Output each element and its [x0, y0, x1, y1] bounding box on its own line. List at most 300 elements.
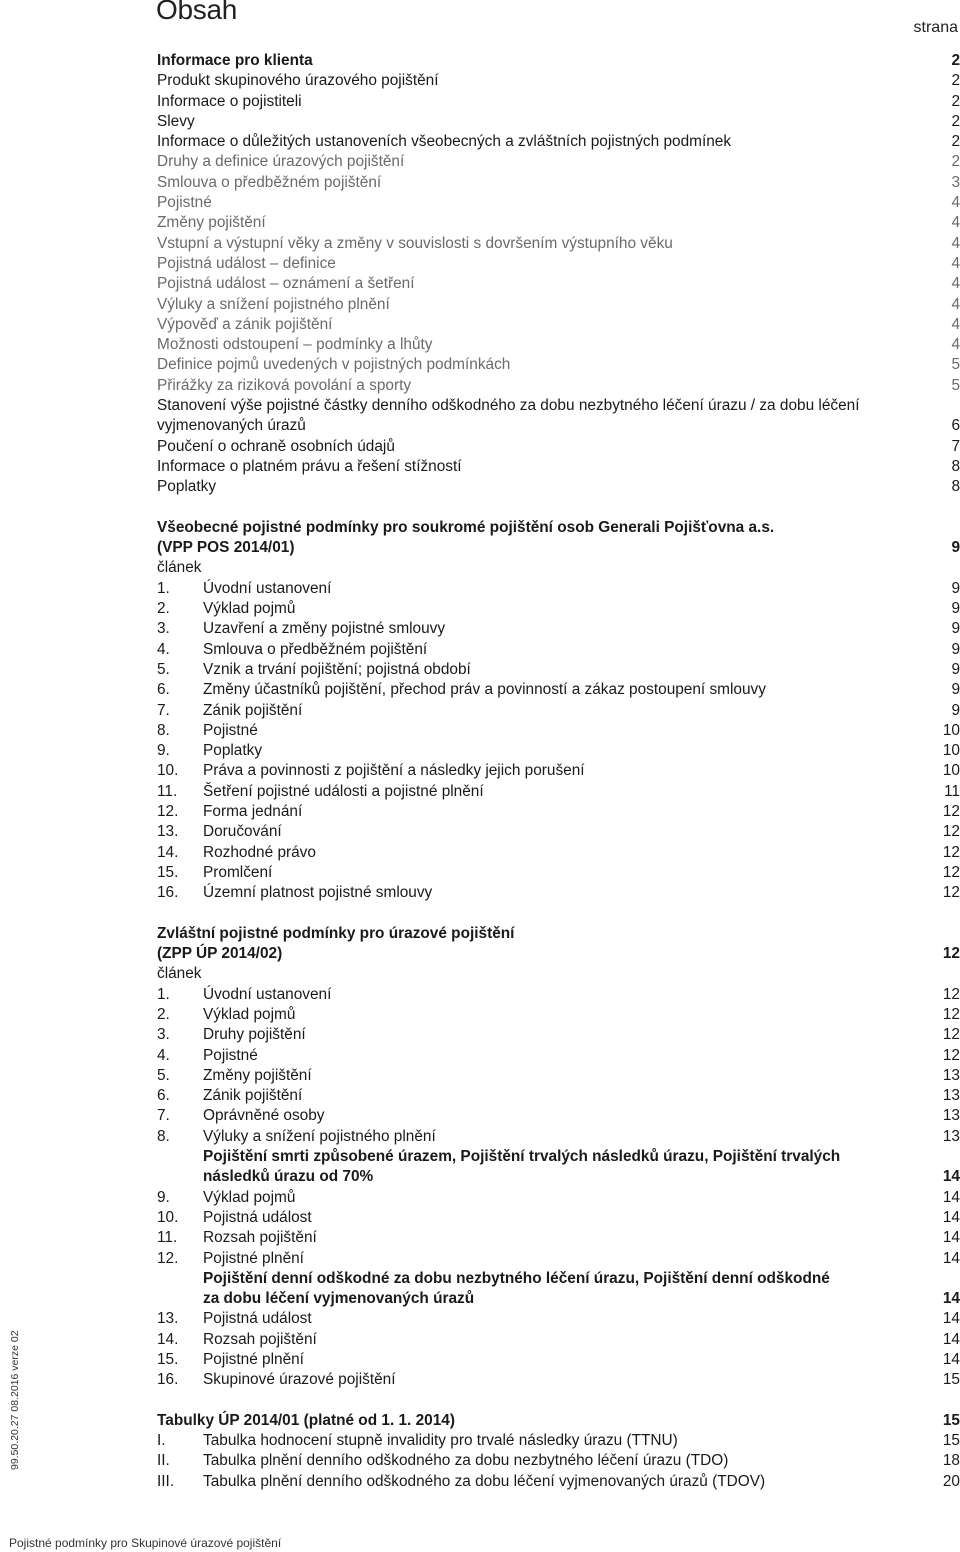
toc-entry-page: 14: [942, 1229, 960, 1247]
toc-entry-text: Úvodní ustanovení: [203, 985, 332, 1003]
toc-entry[interactable]: [157, 274, 960, 294]
page-column-label: strana: [913, 19, 958, 36]
toc-entry[interactable]: [157, 51, 960, 71]
toc-entry-text: Rozhodné právo: [203, 843, 316, 861]
toc-entry-number: 5.: [157, 1066, 170, 1084]
toc-entry-page: 14: [942, 1351, 960, 1368]
toc-entry-page: 12: [942, 884, 960, 902]
toc-entry-number: 11.: [157, 1229, 178, 1247]
toc-entry-page: 13: [942, 1066, 960, 1084]
toc-entry-page: 13: [942, 1107, 960, 1125]
toc-entry-number: 7.: [157, 701, 170, 719]
toc-entry-page: 5: [951, 356, 960, 374]
toc-entry-number: 9.: [157, 742, 170, 760]
toc-entry[interactable]: [157, 680, 960, 700]
toc-entry-text: Informace o platném právu a řešení stížností: [157, 457, 462, 475]
toc-entry-text: následků úrazu od 70%: [203, 1168, 374, 1186]
toc-entry-text: Informace o pojistiteli: [157, 92, 302, 110]
toc-entry-title: [157, 376, 938, 396]
toc-entry-page: 12: [942, 1046, 960, 1064]
toc-entry-text: Doručování: [203, 823, 282, 841]
toc-entry-title: [157, 254, 938, 274]
toc-entry-text: Všeobecné pojistné podmínky pro soukromé pojištění osob Generali Pojišťovna a.s.: [157, 518, 775, 536]
toc-entry-text: Rozsah pojištění: [203, 1229, 317, 1247]
toc-entry-page: 14: [942, 1330, 960, 1348]
toc-entry[interactable]: [157, 822, 960, 842]
toc-entry[interactable]: [157, 619, 960, 639]
toc-entry-page: 12: [942, 945, 960, 963]
toc-entry-number: 12.: [157, 1249, 179, 1267]
toc-entry-title: [157, 234, 938, 254]
toc-entry[interactable]: [157, 355, 960, 375]
toc-entry-text: Pojištění smrti způsobené úrazem, Pojištění trvalých následků úrazu, Pojištění trvalých: [203, 1148, 841, 1166]
toc-entry[interactable]: [157, 1127, 960, 1147]
toc-entry-page: 4: [951, 315, 960, 333]
toc-entry[interactable]: [157, 71, 960, 91]
toc-entry-title: [157, 518, 938, 538]
toc-entry[interactable]: [157, 315, 960, 335]
toc-entry-title: [157, 274, 938, 294]
toc-entry-page: 12: [942, 843, 960, 861]
toc-entry[interactable]: [157, 1188, 960, 1208]
toc-entry[interactable]: [157, 254, 960, 274]
toc-entry[interactable]: [157, 193, 960, 213]
toc-entry-number: 4.: [157, 1046, 170, 1064]
toc-entry-title: [157, 1431, 938, 1451]
toc-entry[interactable]: [157, 843, 960, 863]
toc-entry-text: Úvodní ustanovení: [203, 579, 332, 597]
toc-entry[interactable]: [157, 295, 960, 315]
toc-entry[interactable]: [157, 558, 960, 578]
toc-entry-title: [157, 132, 938, 152]
toc-entry[interactable]: [157, 518, 960, 538]
toc-entry-text: Přirážky za riziková povolání a sporty: [157, 376, 412, 394]
toc-entry-title: [157, 883, 938, 903]
toc-entry-text: Práva a povinnosti z pojištění a následky jejich porušení: [203, 762, 585, 780]
toc-entry-page: 9: [951, 539, 960, 557]
toc-entry-title: [157, 1106, 938, 1126]
toc-entry[interactable]: [157, 1025, 960, 1045]
toc-entry-number: 14.: [157, 1330, 179, 1348]
toc-entry[interactable]: [157, 640, 960, 660]
toc-entry-text: Zvláštní pojistné podmínky pro úrazové pojištění: [157, 924, 515, 942]
toc-entry-page: 9: [951, 701, 960, 719]
toc-entry-text: Změny účastníků pojištění, přechod práv a povinností a zákaz postoupení smlouvy: [203, 681, 766, 699]
toc-entry-title: [157, 1472, 938, 1492]
toc-entry[interactable]: [157, 863, 960, 883]
toc-entry-page: 5: [951, 376, 960, 394]
toc-entry[interactable]: [157, 599, 960, 619]
toc-entry[interactable]: [157, 782, 960, 802]
toc-entry-page: 9: [951, 681, 960, 699]
toc-entry-page: 14: [942, 1188, 960, 1206]
toc-entry-title: [157, 701, 938, 721]
toc-entry-text: Slevy: [157, 112, 195, 130]
page-title: Obsah: [156, 0, 237, 25]
toc-entry-text: Poučení o ochraně osobních údajů: [157, 437, 395, 455]
toc-entry-title: [157, 579, 938, 599]
toc-entry-title: [157, 721, 938, 741]
toc-entry[interactable]: [157, 1086, 960, 1106]
toc-entry-page: 4: [951, 275, 960, 293]
toc-entry[interactable]: [157, 721, 960, 741]
toc-entry-text: Rozsah pojištění: [203, 1330, 317, 1348]
toc-entry-page: 13: [942, 1087, 960, 1105]
toc-entry-text: Produkt skupinového úrazového pojištění: [157, 72, 439, 90]
toc-entry[interactable]: [157, 1208, 960, 1228]
toc-entry[interactable]: [157, 1370, 960, 1390]
toc-entry[interactable]: [157, 112, 960, 132]
toc-entry-number: 15.: [157, 863, 179, 881]
toc-entry-title: [157, 193, 938, 213]
toc-entry-text: Informace pro klienta: [157, 52, 313, 69]
toc-entry-title: [157, 1046, 938, 1066]
toc-entry-page: 13: [942, 1127, 960, 1145]
toc-entry-text: Poplatky: [157, 478, 217, 496]
toc-entry-text: (ZPP ÚP 2014/02): [157, 945, 283, 963]
toc-entry-page: 2: [951, 92, 960, 110]
toc-entry-text: Pojistná událost – definice: [157, 254, 336, 272]
toc-entry-number: 11.: [157, 782, 178, 800]
toc-entry-title: [157, 477, 938, 497]
toc-entry-title: [157, 71, 938, 91]
toc-entry-page: 7: [951, 437, 960, 455]
toc-entry[interactable]: [157, 964, 960, 984]
toc-entry[interactable]: [157, 924, 960, 944]
toc-entry[interactable]: [157, 477, 960, 497]
toc-entry[interactable]: [157, 1309, 960, 1329]
toc-entry-title: [157, 843, 938, 863]
toc-entry-text: za dobu léčení vyjmenovaných úrazů: [203, 1290, 475, 1308]
toc-entry-title: [157, 964, 938, 984]
toc-entry-page: 12: [942, 1005, 960, 1023]
toc-entry[interactable]: [157, 416, 960, 436]
toc-entry[interactable]: [157, 457, 960, 477]
toc-entry-page: 9: [951, 640, 960, 658]
toc-entry[interactable]: [157, 376, 960, 396]
toc-entry-title: [157, 152, 938, 172]
section-gap: [157, 1391, 960, 1411]
toc-entry-page: 15: [942, 1432, 960, 1450]
toc-entry-title: [157, 924, 938, 944]
toc-entry-page: 10: [942, 721, 960, 739]
toc-entry[interactable]: [157, 1167, 960, 1187]
toc-entry-text: Tabulky ÚP 2014/01 (platné od 1. 1. 2014): [157, 1411, 455, 1429]
toc-entry-number: 6.: [157, 1087, 170, 1105]
toc-entry-title: [157, 1208, 938, 1228]
toc-section: [157, 1411, 960, 1492]
toc-entry-text: Změny pojištění: [203, 1066, 312, 1084]
toc-entry[interactable]: [157, 579, 960, 599]
page-footer: Pojistné podmínky pro Skupinové úrazové pojištění: [9, 1536, 282, 1550]
toc-entry-text: Pojistné plnění: [203, 1351, 304, 1368]
toc-entry[interactable]: [157, 1046, 960, 1066]
toc-entry-page: 15: [942, 1371, 960, 1389]
toc-entry[interactable]: [157, 1411, 960, 1431]
toc-entry-page: 18: [942, 1452, 960, 1470]
toc-entry-text: Pojistná událost: [203, 1208, 312, 1226]
toc-entry-page: 4: [951, 336, 960, 354]
toc-entry[interactable]: [157, 234, 960, 254]
toc-entry-text: Tabulka plnění denního odškodného za dobu léčení vyjmenovaných úrazů (TDOV): [203, 1472, 766, 1490]
toc-entry[interactable]: [157, 1066, 960, 1086]
toc-entry[interactable]: [157, 1431, 960, 1451]
toc-section: [157, 924, 960, 1391]
toc-entry-number: 13.: [157, 823, 179, 841]
toc-entry[interactable]: [157, 802, 960, 822]
toc-entry[interactable]: [157, 538, 960, 558]
toc-entry[interactable]: [157, 883, 960, 903]
toc-entry-text: Promlčení: [203, 863, 273, 881]
toc-entry-page: 3: [951, 173, 960, 191]
toc-entry-title: [157, 538, 938, 558]
toc-entry-title: [157, 51, 938, 71]
toc-entry-title: [203, 1167, 938, 1187]
toc-entry-number: 16.: [157, 884, 179, 902]
toc-entry-page: 14: [942, 1290, 960, 1308]
toc-entry-number: 9.: [157, 1188, 170, 1206]
toc-entry-page: 12: [942, 802, 960, 820]
toc-entry-page: 20: [942, 1472, 960, 1490]
toc-entry-text: Změny pojištění: [157, 214, 266, 232]
toc-entry-number: 10.: [157, 762, 179, 780]
toc-entry[interactable]: [157, 1106, 960, 1126]
toc-entry-title: [157, 863, 938, 883]
toc-entry-text: Výklad pojmů: [203, 1188, 296, 1206]
toc-entry-text: Tabulka plnění denního odškodného za dobu nezbytného léčení úrazu (TDO): [203, 1452, 729, 1470]
toc-entry-page: 8: [951, 457, 960, 475]
toc-entry-title: [157, 619, 938, 639]
toc-entry-number: 3.: [157, 620, 170, 638]
toc-entry-text: Pojistné: [157, 194, 212, 212]
toc-entry-page: 4: [951, 254, 960, 272]
toc-entry-title: [157, 944, 938, 964]
toc-entry-title: [157, 680, 938, 700]
toc-entry-page: 9: [951, 579, 960, 597]
section-gap: [157, 903, 960, 923]
toc-entry-title: [157, 315, 938, 335]
toc-entry-page: 6: [951, 417, 960, 435]
toc-entry-title: [157, 396, 938, 416]
toc-entry[interactable]: [157, 396, 960, 416]
toc-entry-title: [157, 1350, 938, 1370]
toc-entry-title: [157, 1127, 938, 1147]
toc-entry-title: [157, 1370, 938, 1390]
toc-entry-page: 9: [951, 620, 960, 638]
toc-entry-number: I.: [157, 1432, 166, 1450]
toc-entry-text: Pojistné: [203, 721, 258, 739]
toc-entry[interactable]: [157, 92, 960, 112]
toc-entry-number: 1.: [157, 579, 170, 597]
toc-entry-text: Pojistné: [203, 1046, 258, 1064]
toc-entry[interactable]: [157, 1249, 960, 1269]
toc-entry-number: 7.: [157, 1107, 170, 1125]
table-of-contents: [157, 51, 960, 1492]
toc-entry[interactable]: [157, 437, 960, 457]
toc-entry-title: [157, 416, 938, 436]
toc-entry-title: [157, 599, 938, 619]
toc-entry[interactable]: [157, 1330, 960, 1350]
toc-entry-text: Smlouva o předběžném pojištění: [157, 173, 382, 191]
toc-entry-text: Smlouva o předběžném pojištění: [203, 640, 428, 658]
toc-entry-number: III.: [157, 1472, 175, 1490]
toc-entry-title: [157, 1309, 938, 1329]
toc-entry[interactable]: [157, 1350, 960, 1370]
toc-entry[interactable]: [157, 1228, 960, 1248]
toc-entry-text: Informace o důležitých ustanoveních všeobecných a zvláštních pojistných podmínek: [157, 133, 732, 151]
toc-entry-text: Druhy pojištění: [203, 1026, 306, 1044]
toc-entry-text: (VPP POS 2014/01): [157, 539, 295, 557]
toc-entry-title: [157, 437, 938, 457]
toc-entry-page: 2: [951, 133, 960, 151]
toc-entry-number: 8.: [157, 721, 170, 739]
toc-entry[interactable]: [157, 701, 960, 721]
toc-entry-number: 1.: [157, 985, 170, 1003]
toc-entry-page: 12: [942, 863, 960, 881]
toc-entry-page: 2: [951, 153, 960, 171]
toc-entry-title: [157, 985, 938, 1005]
toc-entry-title: [157, 457, 938, 477]
toc-entry-text: článek: [157, 559, 202, 577]
toc-entry[interactable]: [157, 1005, 960, 1025]
toc-entry-title: [157, 1451, 938, 1471]
toc-entry-number: 15.: [157, 1351, 179, 1368]
toc-entry[interactable]: [157, 944, 960, 964]
toc-entry-page: 14: [942, 1208, 960, 1226]
toc-entry-page: 14: [942, 1249, 960, 1267]
toc-entry-number: 12.: [157, 802, 179, 820]
toc-entry-text: Poplatky: [203, 742, 263, 760]
toc-entry-page: 2: [951, 52, 960, 69]
toc-entry-title: [157, 112, 938, 132]
toc-entry-page: 4: [951, 194, 960, 212]
toc-entry-page: 12: [942, 1026, 960, 1044]
toc-entry-title: [157, 1228, 938, 1248]
toc-entry-text: Pojistné plnění: [203, 1249, 304, 1267]
toc-entry-title: [157, 1188, 938, 1208]
toc-entry-text: Oprávněné osoby: [203, 1107, 325, 1125]
toc-entry-text: Územní platnost pojistné smlouvy: [203, 884, 433, 902]
toc-entry-page: 9: [951, 660, 960, 678]
toc-entry-text: Definice pojmů uvedených v pojistných podmínkách: [157, 356, 511, 374]
toc-entry-text: Pojištění denní odškodné za dobu nezbytného léčení úrazu, Pojištění denní odškodné: [203, 1269, 830, 1287]
toc-entry[interactable]: [157, 660, 960, 680]
toc-entry[interactable]: [157, 1451, 960, 1471]
toc-entry-number: 8.: [157, 1127, 170, 1145]
toc-entry-text: Vznik a trvání pojištění; pojistná období: [203, 660, 471, 678]
toc-entry-title: [157, 782, 938, 802]
toc-entry-title: [157, 355, 938, 375]
toc-entry-text: Zánik pojištění: [203, 1087, 303, 1105]
toc-entry-number: 3.: [157, 1026, 170, 1044]
toc-entry[interactable]: [157, 152, 960, 172]
toc-entry-title: [157, 1330, 938, 1350]
toc-entry-text: článek: [157, 965, 202, 983]
toc-entry-text: Výluky a snížení pojistného plnění: [203, 1127, 436, 1145]
toc-entry-title: [157, 1005, 938, 1025]
toc-entry-page: 15: [942, 1411, 960, 1429]
toc-entry-text: Pojistná událost – oznámení a šetření: [157, 275, 415, 293]
toc-entry-text: Výluky a snížení pojistného plnění: [157, 295, 390, 313]
toc-entry-number: 2.: [157, 1005, 170, 1023]
toc-entry-text: vyjmenovaných úrazů: [157, 417, 306, 435]
toc-entry[interactable]: [157, 335, 960, 355]
toc-entry-page: 2: [951, 112, 960, 130]
toc-entry[interactable]: [157, 1147, 960, 1167]
toc-entry[interactable]: [157, 173, 960, 193]
toc-entry-text: Výpověď a zánik pojištění: [157, 315, 333, 333]
toc-entry[interactable]: [157, 985, 960, 1005]
toc-entry-text: Výklad pojmů: [203, 1005, 296, 1023]
toc-entry[interactable]: [157, 741, 960, 761]
toc-entry-text: Forma jednání: [203, 802, 303, 820]
toc-entry-text: Stanovení výše pojistné částky denního odškodného za dobu nezbytného léčení úrazu / za dobu léčení: [157, 397, 860, 415]
toc-entry-page: 8: [951, 478, 960, 496]
toc-entry-text: Skupinové úrazové pojištění: [203, 1371, 396, 1389]
toc-entry-title: [157, 558, 938, 578]
toc-entry-title: [157, 213, 938, 233]
toc-entry-page: 12: [942, 823, 960, 841]
toc-entry-title: [157, 640, 938, 660]
toc-entry-page: 14: [942, 1168, 960, 1186]
toc-entry-number: II.: [157, 1452, 170, 1470]
toc-entry-number: 10.: [157, 1208, 179, 1226]
toc-entry-title: [203, 1289, 938, 1309]
toc-section: [157, 518, 960, 904]
toc-entry[interactable]: [157, 1289, 960, 1309]
toc-entry-page: 10: [942, 762, 960, 780]
toc-entry-title: [157, 1411, 938, 1431]
toc-entry-number: 6.: [157, 681, 170, 699]
toc-entry-page: 10: [942, 742, 960, 760]
toc-entry-title: [157, 1025, 938, 1045]
toc-section: [157, 51, 960, 498]
toc-entry-text: Uzavření a změny pojistné smlouvy: [203, 620, 446, 638]
toc-entry-title: [157, 802, 938, 822]
toc-entry-title: [157, 295, 938, 315]
toc-entry-title: [157, 1066, 938, 1086]
toc-entry-page: 4: [951, 214, 960, 232]
toc-entry-text: Šetření pojistné události a pojistné plnění: [203, 782, 484, 800]
toc-entry[interactable]: [157, 1269, 960, 1289]
toc-entry-title: [157, 335, 938, 355]
toc-entry[interactable]: [157, 1472, 960, 1492]
toc-entry-text: Druhy a definice úrazových pojištění: [157, 153, 405, 171]
toc-entry[interactable]: [157, 761, 960, 781]
toc-entry-page: 14: [942, 1310, 960, 1328]
toc-entry-title: [203, 1147, 938, 1167]
toc-entry-title: [157, 660, 938, 680]
toc-entry-number: 2.: [157, 600, 170, 618]
toc-entry[interactable]: [157, 132, 960, 152]
toc-entry-number: 16.: [157, 1371, 179, 1389]
toc-entry-title: [157, 1086, 938, 1106]
toc-entry-number: 13.: [157, 1310, 179, 1328]
toc-entry-title: [203, 1269, 938, 1289]
toc-entry[interactable]: [157, 213, 960, 233]
toc-entry-page: 11: [944, 782, 960, 800]
toc-entry-text: Pojistná událost: [203, 1310, 312, 1328]
toc-entry-title: [157, 761, 938, 781]
document-code: 99.50.20.27 08.2016 verze 02: [9, 1330, 21, 1470]
toc-entry-number: 5.: [157, 660, 170, 678]
toc-entry-text: Možnosti odstoupení – podmínky a lhůty: [157, 336, 433, 354]
toc-entry-number: 4.: [157, 640, 170, 658]
toc-entry-number: 14.: [157, 843, 179, 861]
toc-entry-title: [157, 741, 938, 761]
toc-entry-page: 4: [951, 295, 960, 313]
toc-entry-title: [157, 173, 938, 193]
